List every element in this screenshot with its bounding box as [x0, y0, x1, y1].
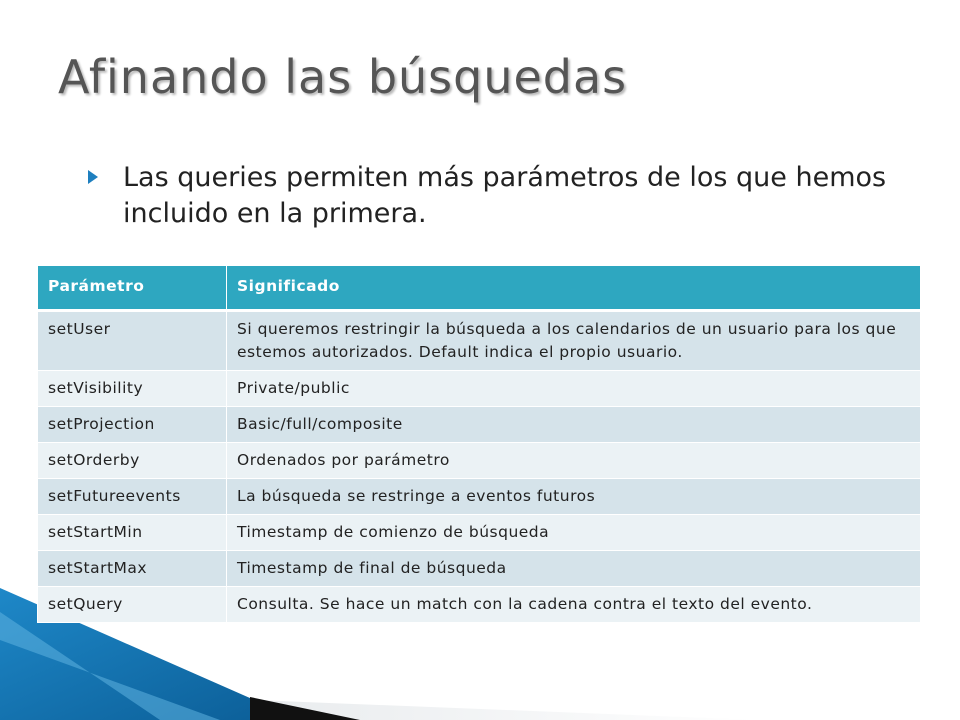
param-meaning: Private/public: [227, 371, 921, 407]
param-meaning: Ordenados por parámetro: [227, 443, 921, 479]
parameters-table: [37, 265, 921, 623]
table-row: [38, 551, 921, 587]
slide-title: Afinando las búsquedas: [58, 50, 628, 104]
param-name: setFutureevents: [38, 479, 227, 515]
param-meaning: Consulta. Se hace un match con la cadena contra el texto del evento.: [227, 587, 921, 623]
bullet-text: Las queries permiten más parámetros de los que hemos incluido en la primera.: [123, 162, 887, 229]
param-meaning: Timestamp de comienzo de búsqueda: [227, 515, 921, 551]
param-meaning: Timestamp de final de búsqueda: [227, 551, 921, 587]
table-header-row: [38, 266, 921, 311]
header-parametro: Parámetro: [38, 266, 227, 311]
table-row: [38, 311, 921, 371]
param-name: setStartMin: [38, 515, 227, 551]
param-name: setOrderby: [38, 443, 227, 479]
param-meaning: Basic/full/composite: [227, 407, 921, 443]
table-row: [38, 371, 921, 407]
table-row: [38, 407, 921, 443]
param-meaning: Si queremos restringir la búsqueda a los calendarios de un usuario para los que estemos autorizados. Default indica el propio usuario.: [227, 311, 921, 371]
param-meaning: La búsqueda se restringe a eventos futuros: [227, 479, 921, 515]
table-row: [38, 515, 921, 551]
table-row: [38, 479, 921, 515]
table-row: [38, 587, 921, 623]
param-name: setUser: [38, 311, 227, 371]
header-significado: Significado: [227, 266, 921, 311]
param-name: setStartMax: [38, 551, 227, 587]
param-name: setVisibility: [38, 371, 227, 407]
param-name: setQuery: [38, 587, 227, 623]
param-name: setProjection: [38, 407, 227, 443]
table-row: [38, 443, 921, 479]
